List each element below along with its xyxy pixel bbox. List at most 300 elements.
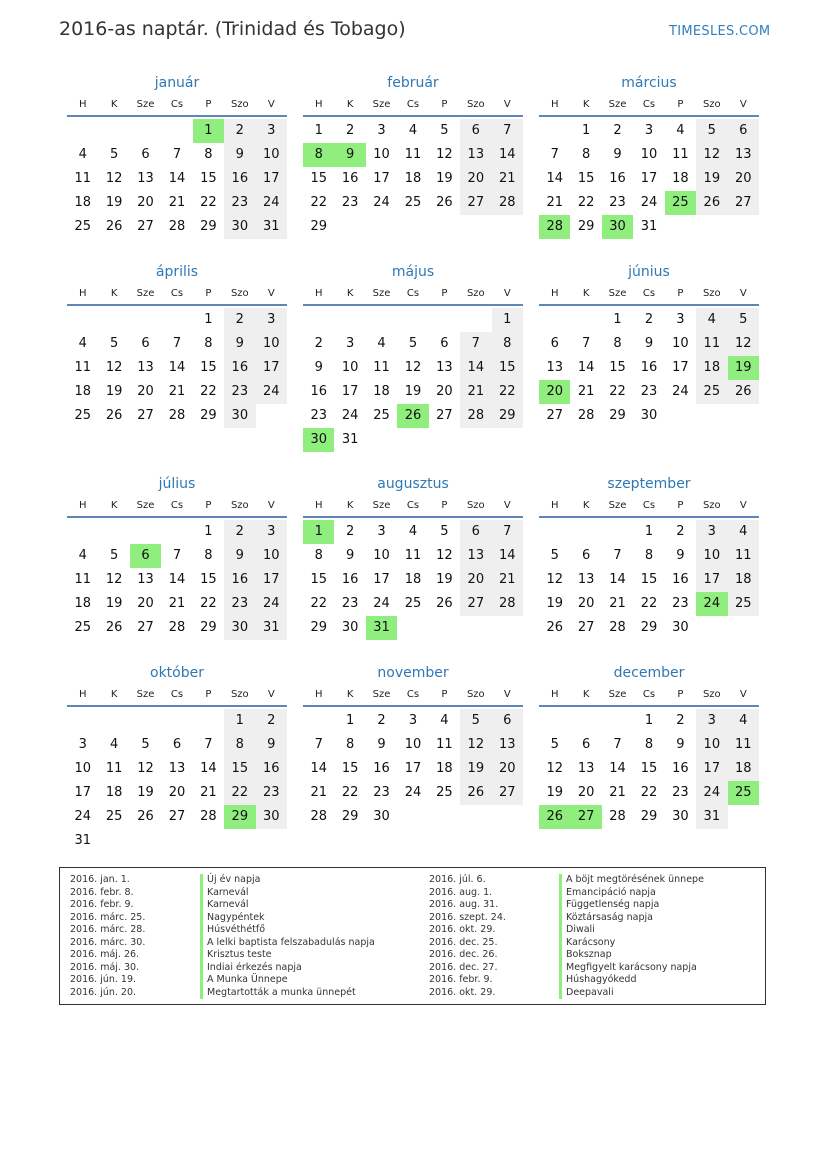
day-cell: 3 bbox=[676, 312, 685, 327]
holiday-date: 2016. febr. 8. bbox=[70, 886, 134, 898]
weekday-label: V bbox=[267, 287, 275, 299]
day-cell: 4 bbox=[676, 123, 685, 138]
weekday-label: Szo bbox=[466, 688, 485, 700]
week-row bbox=[539, 544, 759, 568]
weekend-day-cell: 11 bbox=[728, 733, 759, 757]
day-cell: 11 bbox=[74, 572, 91, 587]
day-cell: 8 bbox=[644, 548, 654, 563]
empty-day-cell bbox=[429, 428, 460, 452]
day-cell: 15 bbox=[577, 171, 595, 186]
holiday-day-cell: 9 bbox=[334, 143, 365, 167]
holiday-day-cell: 30 bbox=[303, 428, 334, 452]
day-cell: 11 bbox=[672, 147, 689, 162]
holiday-row bbox=[429, 949, 704, 962]
weekday-label: Cs bbox=[642, 287, 656, 299]
day-cell: 3 bbox=[377, 524, 386, 539]
weekend-day-cell: 26 bbox=[460, 781, 491, 805]
day-cell: 14 bbox=[168, 360, 186, 375]
holiday-name: Húsvéthétfő bbox=[200, 924, 265, 937]
weekend-day-cell: 26 bbox=[728, 380, 759, 404]
header-divider bbox=[303, 115, 523, 117]
day-cell: 14 bbox=[609, 572, 626, 587]
weekday-header bbox=[67, 683, 287, 705]
week-row bbox=[67, 332, 287, 356]
weekend-day-cell: 3 bbox=[696, 520, 727, 544]
weekend-day-cell: 31 bbox=[696, 805, 727, 829]
weekday-label: H bbox=[314, 98, 323, 110]
weekend-day-cell: 3 bbox=[256, 119, 287, 143]
month-name: december bbox=[613, 665, 685, 681]
week-row bbox=[303, 709, 523, 733]
day-cell: 9 bbox=[314, 360, 323, 375]
day-cell: 2 bbox=[314, 336, 323, 351]
day-cell: 19 bbox=[404, 384, 422, 399]
day-cell: 5 bbox=[440, 123, 449, 138]
week-row bbox=[67, 404, 287, 428]
empty-day-cell bbox=[98, 829, 129, 853]
day-cell: 25 bbox=[74, 408, 91, 423]
week-row bbox=[67, 520, 287, 544]
empty-day-cell bbox=[303, 709, 334, 733]
weekday-header bbox=[539, 282, 759, 304]
day-cell: 12 bbox=[436, 147, 453, 162]
week-row bbox=[303, 191, 523, 215]
day-cell: 15 bbox=[200, 572, 217, 587]
weekday-header bbox=[539, 494, 759, 516]
brand-link[interactable]: TIMESLES.COM bbox=[669, 24, 771, 39]
weekend-day-cell: 9 bbox=[256, 733, 287, 757]
weekday-label: K bbox=[110, 499, 118, 511]
day-cell: 20 bbox=[137, 195, 154, 210]
weekday-label: K bbox=[346, 98, 354, 110]
holiday-date: 2016. dec. 27. bbox=[429, 961, 498, 973]
day-cell: 12 bbox=[546, 572, 563, 587]
month-name: augusztus bbox=[377, 476, 449, 492]
day-cell: 28 bbox=[168, 219, 186, 234]
week-row bbox=[539, 191, 759, 215]
day-cell: 25 bbox=[436, 785, 453, 800]
empty-day-cell bbox=[429, 805, 460, 829]
day-cell: 16 bbox=[341, 171, 359, 186]
weekend-day-cell: 13 bbox=[492, 733, 523, 757]
empty-day-cell bbox=[67, 520, 98, 544]
day-cell: 30 bbox=[672, 809, 689, 824]
week-row bbox=[303, 167, 523, 191]
day-cell: 23 bbox=[373, 785, 390, 800]
header-divider bbox=[67, 304, 287, 306]
day-cell: 7 bbox=[204, 737, 213, 752]
day-cell: 8 bbox=[581, 147, 591, 162]
day-cell: 29 bbox=[640, 620, 658, 635]
day-cell: 1 bbox=[204, 524, 213, 539]
weekday-label: V bbox=[739, 499, 747, 511]
day-cell: 9 bbox=[613, 147, 622, 162]
day-cell: 2 bbox=[377, 713, 386, 728]
day-cell: 26 bbox=[436, 596, 453, 611]
empty-day-cell bbox=[539, 119, 570, 143]
weekday-label: Sze bbox=[372, 688, 391, 700]
weekend-day-cell: 19 bbox=[460, 757, 491, 781]
weekday-label: K bbox=[582, 688, 590, 700]
week-row bbox=[539, 167, 759, 191]
weekend-day-cell: 21 bbox=[460, 380, 491, 404]
weekday-label: K bbox=[582, 98, 590, 110]
day-cell: 25 bbox=[74, 219, 91, 234]
day-cell: 28 bbox=[168, 408, 186, 423]
day-cell: 1 bbox=[613, 312, 622, 327]
week-row bbox=[303, 428, 523, 452]
day-cell: 10 bbox=[640, 147, 658, 162]
weekday-label: H bbox=[78, 98, 87, 110]
week-row bbox=[303, 592, 523, 616]
holiday-row bbox=[70, 887, 375, 900]
weekend-day-cell: 6 bbox=[728, 119, 759, 143]
weekend-day-cell: 11 bbox=[728, 544, 759, 568]
weekday-label: P bbox=[677, 499, 684, 511]
weekend-day-cell: 2 bbox=[256, 709, 287, 733]
day-cell: 16 bbox=[672, 761, 689, 776]
holiday-day-cell: 19 bbox=[728, 356, 759, 380]
day-cell: 21 bbox=[546, 195, 563, 210]
day-cell: 29 bbox=[341, 809, 359, 824]
weekday-label: Szo bbox=[702, 688, 721, 700]
day-cell: 24 bbox=[373, 195, 390, 210]
day-cell: 8 bbox=[204, 336, 213, 351]
day-cell: 16 bbox=[609, 171, 626, 186]
week-row bbox=[303, 143, 523, 167]
day-cell: 22 bbox=[577, 195, 595, 210]
empty-day-cell bbox=[98, 119, 129, 143]
empty-day-cell bbox=[492, 215, 523, 239]
day-cell: 16 bbox=[640, 360, 658, 375]
day-cell: 1 bbox=[345, 713, 355, 728]
empty-day-cell bbox=[397, 428, 428, 452]
holiday-date: 2016. márc. 25. bbox=[70, 911, 146, 923]
weekday-label: Cs bbox=[406, 287, 420, 299]
weekday-header bbox=[67, 93, 287, 115]
day-cell: 18 bbox=[436, 761, 453, 776]
weekday-label: V bbox=[503, 499, 511, 511]
day-cell: 5 bbox=[408, 336, 418, 351]
holiday-date: 2016. jan. 1. bbox=[70, 874, 130, 885]
week-row bbox=[67, 215, 287, 239]
day-cell: 2 bbox=[345, 524, 355, 539]
day-cell: 9 bbox=[676, 548, 685, 563]
empty-day-cell bbox=[67, 709, 98, 733]
week-row bbox=[303, 733, 523, 757]
day-cell: 17 bbox=[341, 384, 359, 399]
holiday-date: 2016. aug. 31. bbox=[429, 899, 499, 910]
empty-day-cell bbox=[161, 520, 192, 544]
day-cell: 11 bbox=[74, 360, 91, 375]
day-cell: 28 bbox=[577, 408, 595, 423]
weekday-label: Sze bbox=[136, 98, 155, 110]
day-cell: 18 bbox=[105, 785, 123, 800]
week-row bbox=[539, 592, 759, 616]
week-row bbox=[539, 380, 759, 404]
day-cell: 13 bbox=[137, 360, 154, 375]
day-cell: 14 bbox=[168, 572, 186, 587]
empty-day-cell bbox=[665, 215, 696, 239]
day-cell: 6 bbox=[141, 336, 150, 351]
weekday-label: H bbox=[550, 287, 559, 299]
weekend-day-cell: 27 bbox=[460, 592, 491, 616]
weekend-day-cell: 24 bbox=[696, 781, 727, 805]
holiday-list bbox=[59, 867, 766, 1005]
empty-day-cell bbox=[460, 215, 491, 239]
day-cell: 17 bbox=[404, 761, 422, 776]
day-cell: 24 bbox=[74, 809, 91, 824]
header-divider bbox=[303, 304, 523, 306]
holiday-row bbox=[429, 987, 704, 1000]
holiday-name: Nagypéntek bbox=[200, 912, 265, 925]
weekend-day-cell: 17 bbox=[256, 356, 287, 380]
weekday-label: H bbox=[78, 688, 87, 700]
weekend-day-cell: 13 bbox=[460, 544, 491, 568]
empty-day-cell bbox=[539, 520, 570, 544]
day-cell: 1 bbox=[644, 713, 654, 728]
week-row bbox=[67, 191, 287, 215]
holiday-row bbox=[429, 937, 704, 950]
holiday-name: Diwali bbox=[559, 924, 595, 937]
holiday-name: Függetlenség napja bbox=[559, 899, 659, 912]
weekend-day-cell: 5 bbox=[460, 709, 491, 733]
weekend-day-cell: 30 bbox=[224, 404, 255, 428]
weekday-label: Sze bbox=[136, 688, 155, 700]
month-calendar bbox=[67, 73, 287, 239]
weekend-day-cell: 28 bbox=[460, 404, 491, 428]
weekend-day-cell: 20 bbox=[492, 757, 523, 781]
weekend-day-cell: 23 bbox=[224, 592, 255, 616]
day-cell: 3 bbox=[78, 737, 87, 752]
week-row bbox=[303, 757, 523, 781]
header-divider bbox=[67, 516, 287, 518]
day-cell: 10 bbox=[74, 761, 91, 776]
day-cell: 7 bbox=[581, 336, 591, 351]
empty-day-cell bbox=[602, 520, 633, 544]
holiday-name: Karnevál bbox=[200, 887, 249, 900]
week-row bbox=[303, 380, 523, 404]
month-name: február bbox=[387, 75, 439, 91]
holiday-day-cell: 24 bbox=[696, 592, 727, 616]
day-cell: 21 bbox=[200, 785, 217, 800]
weekend-day-cell: 10 bbox=[256, 332, 287, 356]
day-cell: 5 bbox=[550, 548, 559, 563]
week-row bbox=[67, 167, 287, 191]
weekday-label: Cs bbox=[406, 688, 420, 700]
empty-day-cell bbox=[492, 805, 523, 829]
weekday-label: H bbox=[78, 499, 87, 511]
weekday-label: H bbox=[78, 287, 87, 299]
day-cell: 24 bbox=[373, 596, 390, 611]
day-cell: 21 bbox=[609, 785, 626, 800]
weekend-day-cell: 12 bbox=[696, 143, 727, 167]
week-row bbox=[539, 805, 759, 829]
week-row bbox=[303, 332, 523, 356]
day-cell: 30 bbox=[373, 809, 390, 824]
day-cell: 29 bbox=[310, 219, 327, 234]
weekend-day-cell: 9 bbox=[224, 544, 255, 568]
empty-day-cell bbox=[696, 215, 727, 239]
day-cell: 25 bbox=[404, 195, 422, 210]
week-row bbox=[67, 805, 287, 829]
day-cell: 15 bbox=[341, 761, 359, 776]
empty-day-cell bbox=[130, 829, 161, 853]
weekday-label: V bbox=[739, 287, 747, 299]
holiday-day-cell: 1 bbox=[303, 520, 334, 544]
weekday-label: V bbox=[739, 98, 747, 110]
day-cell: 5 bbox=[550, 737, 559, 752]
weekend-day-cell: 12 bbox=[460, 733, 491, 757]
day-cell: 30 bbox=[672, 620, 689, 635]
weekend-day-cell: 10 bbox=[696, 544, 727, 568]
day-cell: 12 bbox=[105, 171, 123, 186]
day-cell: 3 bbox=[377, 123, 386, 138]
holiday-row bbox=[429, 899, 704, 912]
empty-day-cell bbox=[539, 709, 570, 733]
month-calendar bbox=[303, 474, 523, 640]
day-cell: 17 bbox=[74, 785, 91, 800]
holiday-day-cell: 1 bbox=[193, 119, 224, 143]
day-cell: 11 bbox=[105, 761, 123, 776]
weekday-label: Cs bbox=[642, 499, 656, 511]
weekend-day-cell: 21 bbox=[492, 568, 523, 592]
day-cell: 19 bbox=[105, 195, 123, 210]
day-cell: 25 bbox=[404, 596, 422, 611]
day-cell: 12 bbox=[404, 360, 422, 375]
empty-day-cell bbox=[728, 616, 759, 640]
header-divider bbox=[539, 115, 759, 117]
weekday-label: K bbox=[582, 499, 590, 511]
weekday-label: Cs bbox=[170, 287, 184, 299]
holiday-day-cell: 8 bbox=[303, 143, 334, 167]
empty-day-cell bbox=[98, 709, 129, 733]
week-row bbox=[67, 143, 287, 167]
weekend-day-cell: 18 bbox=[728, 568, 759, 592]
day-cell: 9 bbox=[345, 548, 355, 563]
day-cell: 28 bbox=[200, 809, 217, 824]
day-cell: 19 bbox=[546, 596, 563, 611]
holiday-row bbox=[70, 899, 375, 912]
day-cell: 14 bbox=[577, 360, 595, 375]
weekday-label: Cs bbox=[406, 499, 420, 511]
weekend-day-cell: 10 bbox=[696, 733, 727, 757]
holiday-day-cell: 27 bbox=[570, 805, 601, 829]
day-cell: 3 bbox=[408, 713, 418, 728]
day-cell: 26 bbox=[105, 219, 123, 234]
day-cell: 23 bbox=[310, 408, 327, 423]
weekend-day-cell: 16 bbox=[224, 356, 255, 380]
weekday-label: P bbox=[205, 98, 212, 110]
week-row bbox=[539, 709, 759, 733]
week-row bbox=[67, 781, 287, 805]
day-cell: 19 bbox=[105, 384, 123, 399]
weekend-day-cell: 3 bbox=[696, 709, 727, 733]
holiday-column-left bbox=[70, 874, 375, 999]
empty-day-cell bbox=[397, 308, 428, 332]
weekend-day-cell: 26 bbox=[696, 191, 727, 215]
day-cell: 22 bbox=[310, 596, 327, 611]
empty-day-cell bbox=[602, 709, 633, 733]
holiday-name: A lelki baptista felszabadulás napja bbox=[200, 937, 375, 950]
day-cell: 22 bbox=[200, 384, 217, 399]
day-cell: 26 bbox=[546, 620, 563, 635]
week-row bbox=[539, 733, 759, 757]
weekday-label: P bbox=[677, 688, 684, 700]
day-cell: 18 bbox=[74, 384, 91, 399]
weekday-label: Szo bbox=[702, 287, 721, 299]
empty-day-cell bbox=[161, 119, 192, 143]
week-row bbox=[303, 308, 523, 332]
day-cell: 9 bbox=[676, 737, 685, 752]
day-cell: 10 bbox=[404, 737, 422, 752]
day-cell: 17 bbox=[640, 171, 658, 186]
empty-day-cell bbox=[130, 119, 161, 143]
day-cell: 30 bbox=[640, 408, 658, 423]
weekday-label: Cs bbox=[642, 98, 656, 110]
day-cell: 28 bbox=[609, 620, 626, 635]
holiday-date: 2016. okt. 29. bbox=[429, 924, 496, 935]
holiday-column-right bbox=[429, 874, 704, 999]
day-cell: 6 bbox=[581, 548, 591, 563]
day-cell: 24 bbox=[640, 195, 658, 210]
day-cell: 7 bbox=[172, 147, 182, 162]
weekday-header bbox=[67, 282, 287, 304]
day-cell: 12 bbox=[137, 761, 154, 776]
day-cell: 5 bbox=[141, 737, 150, 752]
empty-day-cell bbox=[67, 119, 98, 143]
empty-day-cell bbox=[256, 404, 287, 428]
weekday-label: Szo bbox=[230, 499, 249, 511]
day-cell: 22 bbox=[341, 785, 359, 800]
day-cell: 22 bbox=[640, 596, 658, 611]
day-cell: 7 bbox=[172, 336, 182, 351]
holiday-day-cell: 29 bbox=[224, 805, 255, 829]
weekend-day-cell: 3 bbox=[256, 520, 287, 544]
day-cell: 24 bbox=[672, 384, 689, 399]
day-cell: 12 bbox=[436, 548, 453, 563]
day-cell: 12 bbox=[546, 761, 563, 776]
holiday-day-cell: 26 bbox=[397, 404, 428, 428]
weekend-day-cell: 3 bbox=[256, 308, 287, 332]
holiday-name: A böjt megtörésének ünnepe bbox=[559, 874, 704, 887]
empty-day-cell bbox=[696, 404, 727, 428]
holiday-name: Húshagyókedd bbox=[559, 974, 637, 987]
weekend-day-cell: 14 bbox=[492, 544, 523, 568]
day-cell: 23 bbox=[341, 195, 359, 210]
empty-day-cell bbox=[397, 805, 428, 829]
weekday-label: K bbox=[582, 287, 590, 299]
day-cell: 18 bbox=[373, 384, 390, 399]
weekend-day-cell: 5 bbox=[696, 119, 727, 143]
weekend-day-cell: 8 bbox=[224, 733, 255, 757]
empty-day-cell bbox=[665, 404, 696, 428]
weekend-day-cell: 20 bbox=[728, 167, 759, 191]
holiday-day-cell: 20 bbox=[539, 380, 570, 404]
weekend-day-cell: 25 bbox=[696, 380, 727, 404]
weekend-day-cell: 10 bbox=[256, 143, 287, 167]
weekday-label: Sze bbox=[608, 287, 627, 299]
day-cell: 6 bbox=[440, 336, 449, 351]
day-cell: 20 bbox=[168, 785, 186, 800]
weekend-day-cell: 14 bbox=[460, 356, 491, 380]
day-cell: 30 bbox=[341, 620, 359, 635]
holiday-day-cell: 6 bbox=[130, 544, 161, 568]
empty-day-cell bbox=[193, 709, 224, 733]
weekend-day-cell: 19 bbox=[696, 167, 727, 191]
empty-day-cell bbox=[366, 308, 397, 332]
weekday-label: H bbox=[550, 688, 559, 700]
